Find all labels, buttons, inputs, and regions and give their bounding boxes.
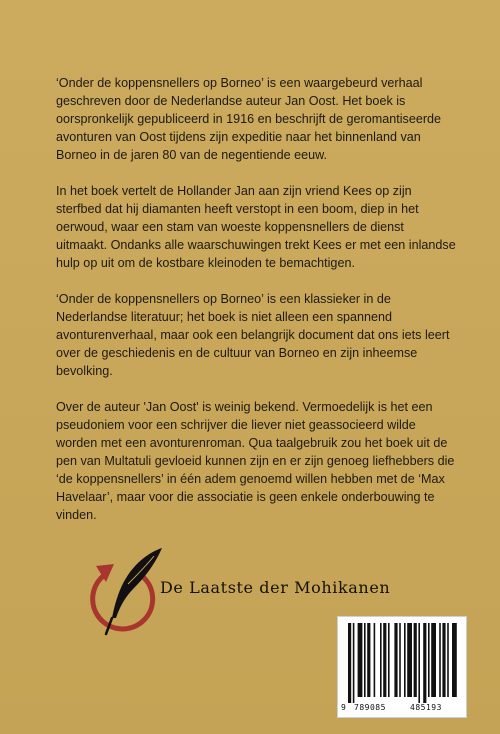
barcode-bar (431, 623, 436, 697)
blurb-paragraph-4: Over de auteur 'Jan Oost' is weinig bekend. Vermoedelijk is het een pseudoniem voor een schrijver die liever niet geassocieerd wilde worden met een avonturenroman. Qua taalgebruik zou het boek uit de pen van Multatuli gevloeid kunnen zijn en er zijn genoeg liefhebbers die ‘de koppensnellers’ in één adem genoemd willen hebben met de ‘Max Havelaar’, maar voor die associatie is geen enkele onderbouwing te vinden. (56, 400, 455, 522)
barcode-bar (399, 623, 401, 697)
blurb-paragraph-3: ‘Onder de koppensnellers op Borneo’ is een klassieker in de Nederlandse literatuur; het boek is niet alleen een spannend avonturenverhaal, maar ook een belangrijk document dat ons iets leert over de geschiedenis en de cultuur van Borneo en zijn inheemse bevolking. (56, 292, 450, 378)
barcode-bar (358, 623, 363, 697)
barcode-bar (439, 623, 441, 697)
barcode-bar (383, 623, 386, 697)
barcode-bar (353, 623, 355, 703)
barcode-group-1: 789085 (354, 703, 386, 712)
barcode-bar (380, 623, 382, 697)
barcode-bar (428, 623, 430, 697)
barcode-group-2: 485193 (410, 703, 442, 712)
barcode-bar (388, 623, 390, 697)
barcode-lead-digit: 9 (341, 703, 347, 712)
barcode-bar (423, 623, 426, 703)
barcode-bar (442, 623, 445, 697)
barcode-bar (367, 623, 370, 697)
barcode-bar (452, 623, 457, 697)
quill-circle-arrow-icon (84, 546, 170, 638)
barcode-bar (394, 623, 397, 697)
barcode-bar (407, 623, 412, 697)
barcode-bar (404, 623, 406, 697)
isbn-barcode (337, 616, 467, 718)
barcode-bar (364, 623, 366, 697)
barcode-bar (447, 623, 449, 697)
blurb-paragraph-1: ‘Onder de koppensnellers op Borneo’ is een waargebeurd verhaal geschreven door de Nederlandse auteur Jan Oost. Het boek is oorspronkelijk gepubliceerd in 1916 en beschrijft de geromantiseerde avonturen van Oost tijdens zijn expeditie naar het binnenland van Borneo in de jaren 80 van de negentiende eeuw. (56, 76, 442, 162)
barcode-bars (338, 617, 466, 703)
publisher-name: De Laatste der Mohikanen (160, 578, 391, 597)
barcode-bar (414, 623, 417, 697)
barcode-bar (374, 623, 376, 697)
barcode-bar (418, 623, 420, 703)
blurb-text (56, 74, 456, 542)
blurb-paragraph-2: In het boek vertelt de Hollander Jan aan zijn vriend Kees op zijn sterfbed dat hij diamanten heeft verstopt in een boom, diep in het oerwoud, waar een stam van woeste koppensnellers de dienst uitmaakt. Ondanks alle waarschuwingen trekt Kees er met een inlandse hulp op uit om de kostbare kleinoden te bemachtigen. (56, 184, 456, 270)
barcode-bar (348, 623, 351, 703)
